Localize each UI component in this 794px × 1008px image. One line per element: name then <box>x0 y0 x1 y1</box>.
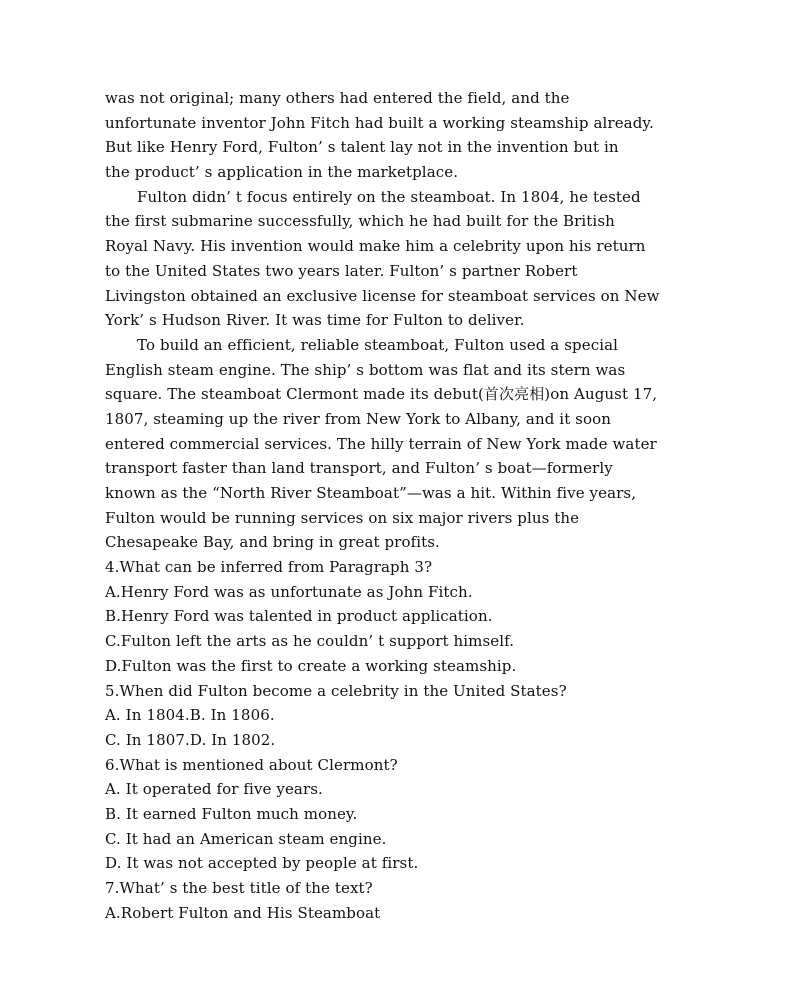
passage-line: 1807, steaming up the river from New York to Albany, and it soon <box>105 409 612 428</box>
answer-option: D. It was not accepted by people at first. <box>105 854 419 873</box>
answer-option: B. It earned Fulton much money. <box>105 804 358 823</box>
passage-line: entered commercial services. The hilly terrain of New York made water <box>105 434 657 453</box>
paragraph-start-line: To build an efficient, reliable steamboat, Fulton used a special <box>137 335 619 354</box>
answer-option: A. In 1804.B. In 1806. <box>105 706 275 725</box>
passage-line: unfortunate inventor John Fitch had built a working steamship already. <box>105 113 654 132</box>
question-stem: 4.What can be inferred from Paragraph 3? <box>105 558 433 577</box>
passage-line: the product’ s application in the marketplace. <box>105 163 459 182</box>
passage-line: transport faster than land transport, and Fulton’ s boat—formerly <box>105 459 613 478</box>
answer-option: B.Henry Ford was talented in product application. <box>105 607 493 626</box>
passage <box>105 86 695 555</box>
passage-line: to the United States two years later. Fulton’ s partner Robert <box>105 261 578 280</box>
answer-option: C. In 1807.D. In 1802. <box>105 730 276 749</box>
passage-line: was not original; many others had entered the field, and the <box>105 89 570 107</box>
question-stem: 5.When did Fulton become a celebrity in the United States? <box>105 681 567 700</box>
questions <box>105 555 695 925</box>
document-page <box>105 86 695 925</box>
passage-line: known as the “North River Steamboat”—was a hit. Within five years, <box>105 484 637 502</box>
passage-line: Livingston obtained an exclusive license for steamboat services on New <box>105 286 660 305</box>
passage-line: Royal Navy. His invention would make him a celebrity upon his return <box>105 237 646 256</box>
passage-line: the first submarine successfully, which he had built for the British <box>105 212 615 231</box>
passage-line: square. The steamboat Clermont made its debut(首次亮相)on August 17, <box>105 385 658 404</box>
passage-line: But like Henry Ford, Fulton’ s talent lay not in the invention but in <box>105 138 619 157</box>
passage-line: Fulton would be running services on six major rivers plus the <box>105 508 580 527</box>
passage-line: Chesapeake Bay, and bring in great profits. <box>105 533 440 552</box>
answer-option: C.Fulton left the arts as he couldn’ t support himself. <box>105 632 515 651</box>
answer-option: A.Henry Ford was as unfortunate as John Fitch. <box>105 582 473 601</box>
paragraph-start-line: Fulton didn’ t focus entirely on the steamboat. In 1804, he tested <box>137 187 641 206</box>
answer-option: C. It had an American steam engine. <box>105 829 387 848</box>
answer-option: A.Robert Fulton and His Steamboat <box>105 903 381 922</box>
passage-line: English steam engine. The ship’ s bottom was flat and its stern was <box>105 360 626 379</box>
answer-option: D.Fulton was the first to create a working steamship. <box>105 656 517 675</box>
question-stem: 7.What’ s the best title of the text? <box>105 879 373 897</box>
answer-option: A. It operated for five years. <box>105 780 323 799</box>
passage-line: York’ s Hudson River. It was time for Fulton to deliver. <box>105 311 525 330</box>
question-stem: 6.What is mentioned about Clermont? <box>105 755 398 774</box>
